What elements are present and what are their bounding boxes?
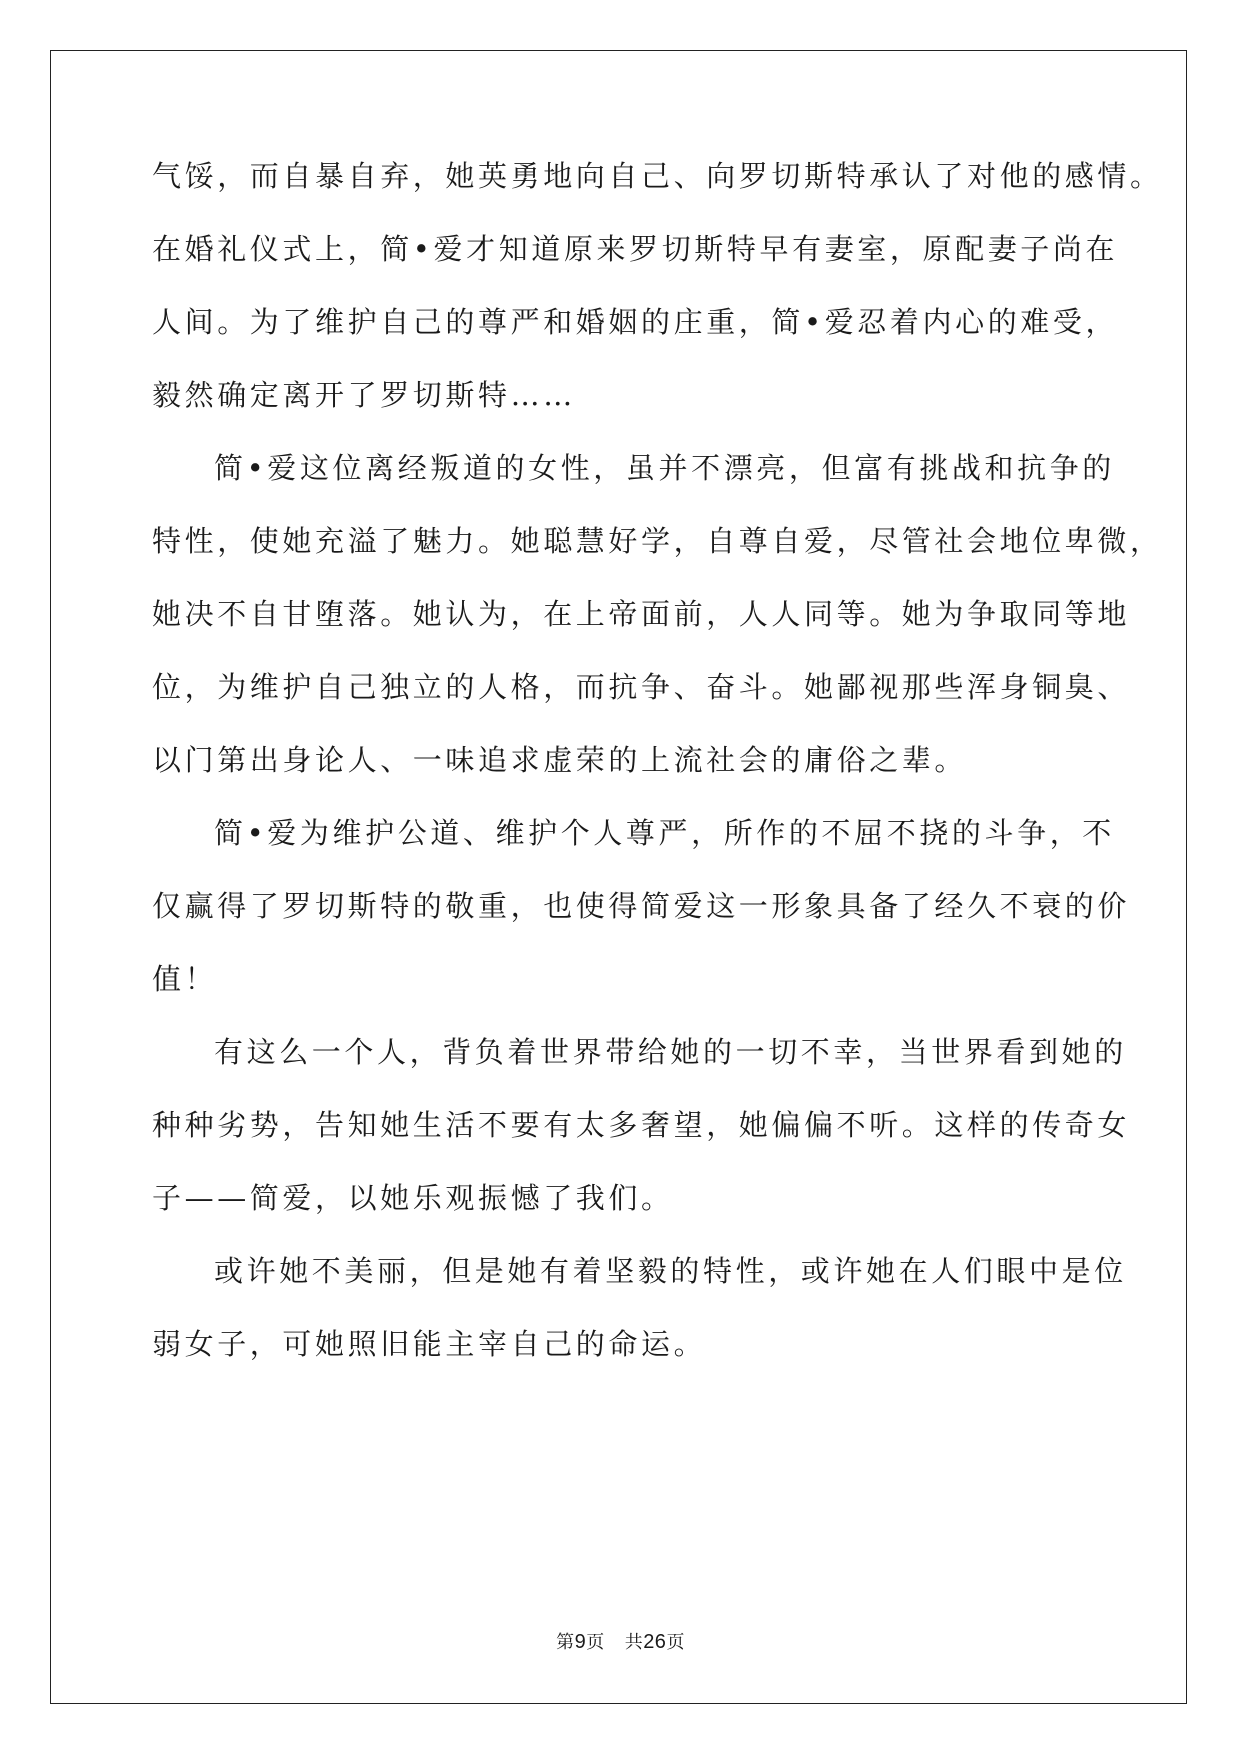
text-line: 毅然确定离开了罗切斯特…… [152, 378, 576, 412]
text-line: 种种劣势，告知她生活不要有太多奢望，她偏偏不听。这样的传奇女 [152, 1108, 1131, 1142]
page-footer [0, 1628, 1241, 1654]
text-line: 弱女子，可她照旧能主宰自己的命运。 [152, 1327, 707, 1361]
total-suffix: 页 [666, 1632, 685, 1653]
text-line: 位，为维护自己独立的人格，而抗争、奋斗。她鄙视那些浑身铜臭、 [152, 670, 1131, 704]
text-line: 在婚礼仪式上，简•爱才知道原来罗切斯特早有妻室，原配妻子尚在 [152, 232, 1119, 266]
paragraph-first-line: 简•爱这位离经叛道的女性，虽并不漂亮，但富有挑战和抗争的 [214, 451, 1115, 485]
page-border [50, 50, 1187, 1704]
page-suffix: 页 [586, 1632, 605, 1653]
text-line: 仅赢得了罗切斯特的敬重，也使得简爱这一形象具备了经久不衰的价 [152, 889, 1131, 923]
text-line: 以门第出身论人、一味追求虚荣的上流社会的庸俗之辈。 [152, 743, 968, 777]
text-line: 子——简爱，以她乐观振憾了我们。 [152, 1181, 674, 1215]
text-line: 气馁，而自暴自弃，她英勇地向自己、向罗切斯特承认了对他的感情。 [152, 159, 1163, 193]
text-line: 特性，使她充溢了魅力。她聪慧好学，自尊自爱，尽管社会地位卑微， [152, 524, 1163, 558]
text-line: 值！ [152, 962, 218, 996]
text-line: 她决不自甘堕落。她认为，在上帝面前，人人同等。她为争取同等地 [152, 597, 1131, 631]
paragraph-first-line: 有这么一个人，背负着世界带给她的一切不幸，当世界看到她的 [214, 1035, 1127, 1069]
total-pages: 26 [643, 1631, 667, 1653]
paragraph-first-line: 简•爱为维护公道、维护个人尊严，所作的不屈不挠的斗争，不 [214, 816, 1115, 850]
page-prefix: 第 [556, 1632, 575, 1653]
paragraph-first-line: 或许她不美丽，但是她有着坚毅的特性，或许她在人们眼中是位 [214, 1254, 1127, 1288]
page-number: 9 [574, 1631, 587, 1653]
text-line: 人间。为了维护自己的尊严和婚姻的庄重，简•爱忍着内心的难受， [152, 305, 1119, 339]
total-prefix: 共 [624, 1632, 644, 1653]
